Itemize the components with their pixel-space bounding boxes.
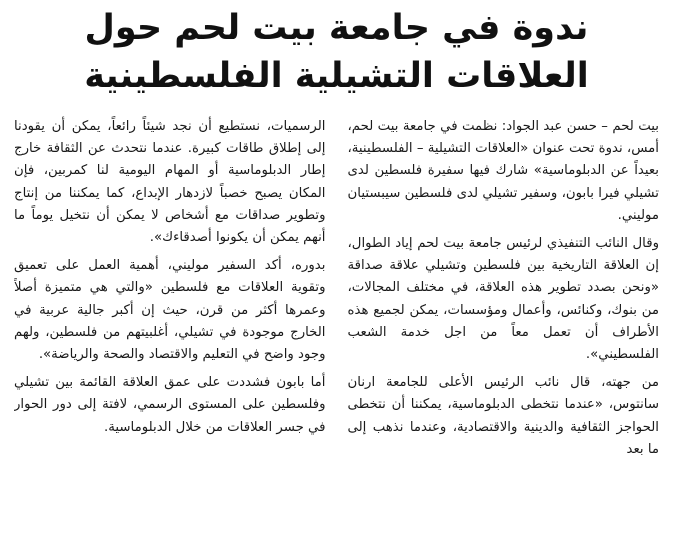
column-right <box>348 116 660 548</box>
column-left <box>14 116 326 548</box>
headline-line-2: العلاقات التشيلية الفلسطينية <box>84 56 589 96</box>
paragraph: من جهته، قال نائب الرئيس الأعلى للجامعة ارنان سانتوس، «عندما نتخطى الدبلوماسية، يمكننا أن نتخطى الحواجز الثقافية والدينية والاقتصادية، وعندما نذهب إلى ما بعد <box>347 375 659 457</box>
paragraph: بدوره، أكد السفير موليني، أهمية العمل على تعميق وتقوية العلاقات مع فلسطين «والتي هي متميزة أصلاً وعمرها أكثر من قرن، حيث إن أكبر جالية عربية في الخارج موجودة في تشيلي، أغلبيتهم من فلسطين، ولهم وجود واضح في التعليم والاقتصاد والصحة والرياضة». <box>14 258 326 363</box>
paragraph: الرسميات، نستطيع أن نجد شيئاً رائعاً، يمكن أن يقودنا إلى إطلاق طاقات كبيرة. عندما نتحدث عن الثقافة خارج إطار الدبلوماسية أو المهام اليومية لنا كمربين، فإن المكان يصبح خصباً لازدهار الإبداع، كما يمكننا من إنتاج وتطوير صداقات مع أشخاص لا يمكن أن نتخيل يوماً ما أنهم يمكن أن يكونوا أصدقاءك». <box>14 119 326 246</box>
paragraph: أما بابون فشددت على عمق العلاقة القائمة بين تشيلي وفلسطين على المستوى الرسمي، لافتة إلى دور الحوار في جسر العلاقات من خلال الدبلوماسية. <box>14 375 326 435</box>
paragraph: وقال النائب التنفيذي لرئيس جامعة بيت لحم إياد الطوال، إن العلاقة التاريخية بين فلسطين وتشيلي علاقة صداقة «ونحن بصدد تطوير هذه العلاقة، في مختلف المجالات، من بنوك، وكنائس، وأعمال ومؤسسات، يمكن لجميع هذه الأطراف أن تعمل معاً من اجل خدمة الشعب الفلسطيني». <box>347 236 659 363</box>
headline-line-1: ندوة في جامعة بيت لحم حول <box>84 8 589 48</box>
article-headline <box>10 4 663 100</box>
article-body <box>14 116 659 548</box>
paragraph: بيت لحم – حسن عبد الجواد: نظمت في جامعة بيت لحم، أمس، ندوة تحت عنوان «العلاقات التشيلية – الفلسطينية، بعيداً عن الدبلوماسية» شارك فيها سفيرة فلسطين لدى تشيلي فيرا بابون، وسفير تشيلي لدى فلسطين سيبستيان موليني. <box>347 119 659 223</box>
